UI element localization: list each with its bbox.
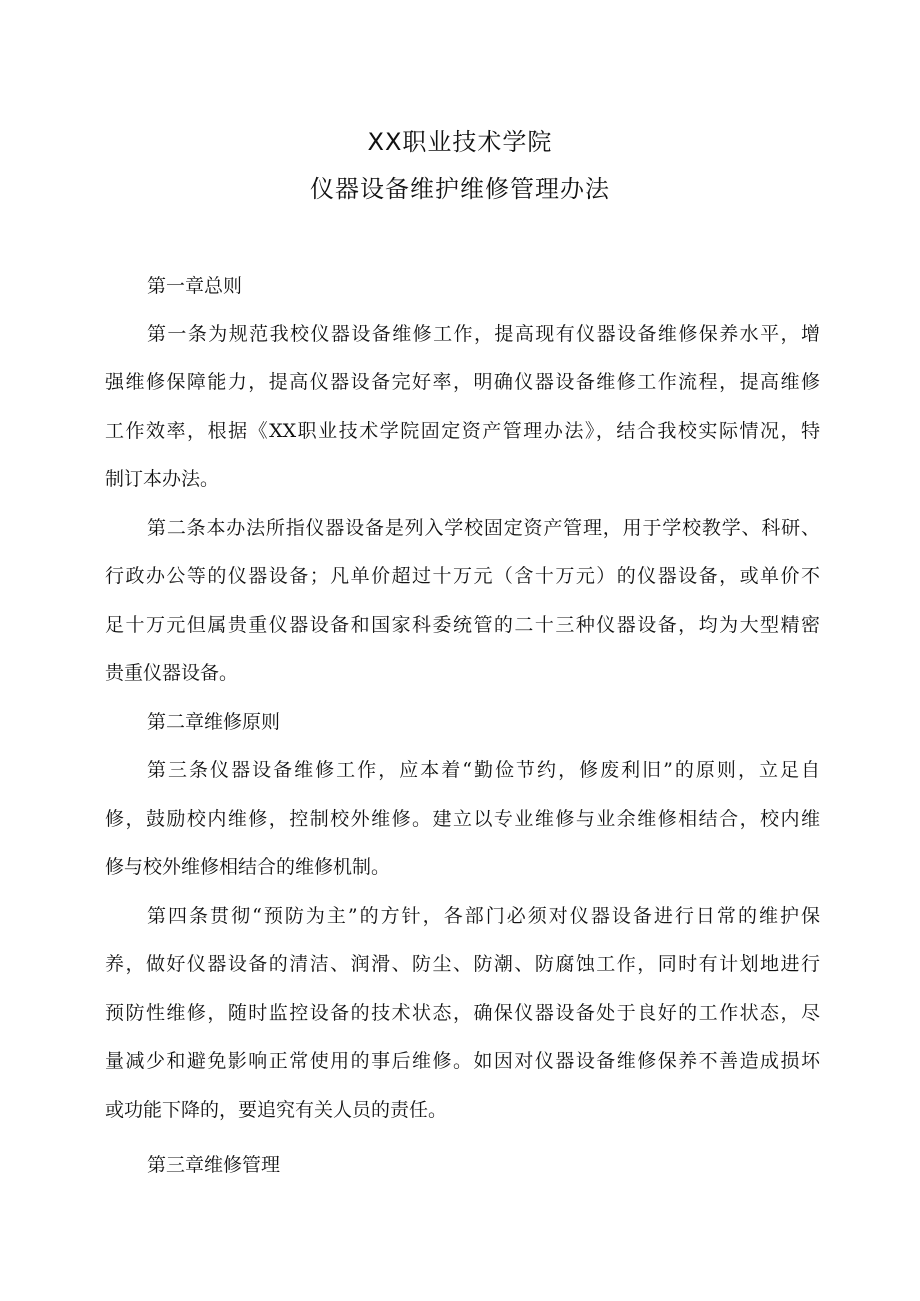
article-1-line-4: 制订本办法。 (105, 468, 220, 490)
chapter-heading-1: 第一章总则 (147, 275, 243, 297)
article-2-line-4: 贵重仪器设备。 (105, 662, 239, 684)
article-4-line-3: 预防性维修，随时监控设备的技术状态，确保仪器设备处于良好的工作状态，尽 (105, 1002, 820, 1024)
chapter-heading-3: 第三章维修管理 (147, 1154, 281, 1176)
article-4-line-5: 或功能下降的，要追究有关人员的责任。 (105, 1099, 448, 1121)
article-1-line-3: 工作效率，根据《XX职业技术学院固定资产管理办法》，结合我校实际情况，特 (105, 420, 820, 442)
article-1-line-1: 第一条为规范我校仪器设备维修工作，提高现有仪器设备维修保养水平，增 (147, 323, 820, 345)
article-4-line-2: 养，做好仪器设备的清洁、润滑、防尘、防潮、防腐蚀工作，同时有计划地进行 (105, 953, 820, 975)
chapter-heading-2: 第二章维修原则 (147, 711, 281, 733)
article-2-line-2: 行政办公等的仪器设备；凡单价超过十万元（含十万元）的仪器设备，或单价不 (105, 565, 820, 587)
document-title-regulation: 仪器设备维护维修管理办法 (310, 175, 610, 203)
article-3-line-2: 修，鼓励校内维修，控制校外维修。建立以专业维修与业余维修相结合，校内维 (105, 808, 820, 830)
article-2-line-1: 第二条本办法所指仪器设备是列入学校固定资产管理，用于学校教学、科研、 (147, 517, 820, 539)
article-1-line-2: 强维修保障能力，提高仪器设备完好率，明确仪器设备维修工作流程，提高维修 (105, 371, 820, 393)
article-3-line-3: 修与校外维修相结合的维修机制。 (105, 856, 391, 878)
article-4-line-4: 量减少和避免影响正常使用的事后维修。如因对仪器设备维修保养不善造成损坏 (105, 1050, 820, 1072)
article-4-line-1: 第四条贯彻“预防为主”的方针，各部门必须对仪器设备进行日常的维护保 (147, 905, 820, 927)
article-2-line-3: 足十万元但属贵重仪器设备和国家科委统管的二十三种仪器设备，均为大型精密 (105, 614, 820, 636)
document-title-school: XX职业技术学院 (367, 128, 553, 156)
article-3-line-1: 第三条仪器设备维修工作，应本着“勤俭节约，修废利旧”的原则，立足自 (147, 759, 820, 781)
